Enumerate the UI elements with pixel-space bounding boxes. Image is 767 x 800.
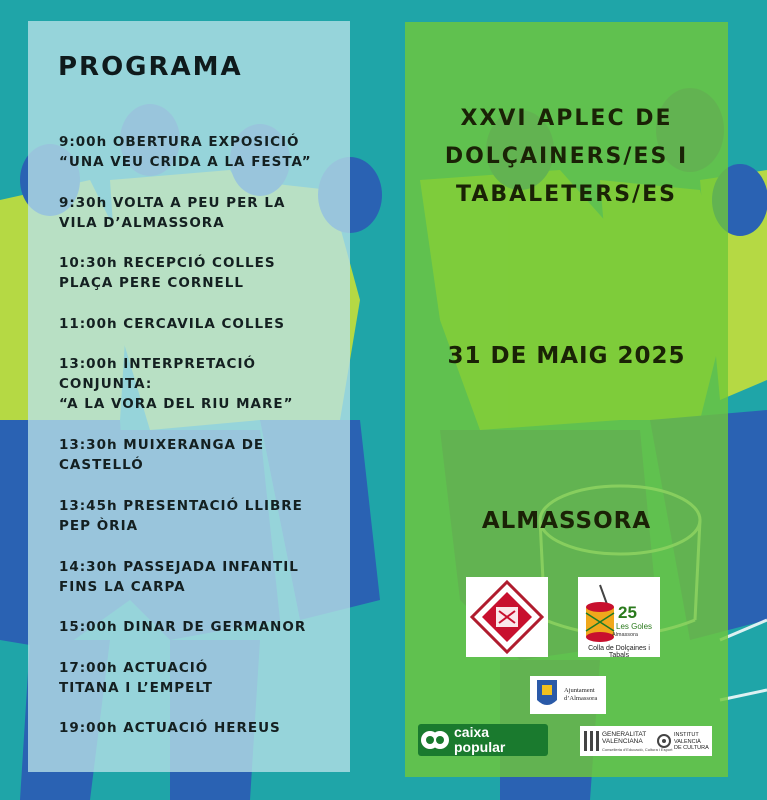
program-item <box>59 617 306 637</box>
ajuntament-name <box>564 687 597 703</box>
event-title-line: XXVI APLEC DE <box>460 106 673 131</box>
generalitat-stripes-icon <box>582 729 602 753</box>
program-item <box>59 658 213 698</box>
les-goles-caption: Colla de Dolçaines i Tabals <box>588 645 650 659</box>
program-item-line: 13:45h PRESENTACIÓ LLIBRE <box>59 498 303 514</box>
ivc-line: INSTITUT <box>674 732 699 738</box>
program-item-line: 9:30h VOLTA A PEU PER LA <box>59 195 286 211</box>
les-goles-logo <box>578 577 660 657</box>
program-item-line: 9:00h OBERTURA EXPOSICIÓ <box>59 134 300 150</box>
program-item <box>59 718 281 738</box>
caixa-popular-logo <box>418 724 548 756</box>
ivc-circle-icon <box>656 733 672 749</box>
ajuntament-line: d’Almassora <box>564 695 598 702</box>
program-item <box>59 496 303 536</box>
les-goles-name: Les Goles <box>616 622 653 631</box>
program-item-line: “A LA VORA DEL RIU MARE” <box>59 396 294 412</box>
program-item-line: CONJUNTA: <box>59 376 153 392</box>
ivc-line: VALENCIÀ <box>674 738 701 745</box>
program-item <box>59 314 285 334</box>
generalitat-line: GENERALITAT <box>602 731 647 738</box>
program-item-line: 15:00h DINAR DE GERMANOR <box>59 619 307 635</box>
program-item <box>59 557 299 597</box>
program-item-line: 17:00h ACTUACIÓ <box>59 660 209 676</box>
program-item-line: 10:30h RECEPCIÓ COLLES <box>59 255 276 271</box>
program-item-line: 19:00h ACTUACIÓ HEREUS <box>59 720 281 736</box>
event-place: ALMASSORA <box>481 508 652 534</box>
event-title-line: DOLÇAINERS/ES I <box>444 144 689 169</box>
program-item-line: 14:30h PASSEJADA INFANTIL <box>59 559 299 575</box>
program-item-line: PEP ÒRIA <box>59 518 139 534</box>
generalitat-line: VALENCIANA <box>602 738 643 745</box>
program-item-line: CASTELLÓ <box>59 457 144 473</box>
generalitat-name <box>602 731 646 745</box>
event-title-line: TABALETERS/ES <box>456 182 677 207</box>
ajuntament-line: Ajuntament <box>564 687 595 694</box>
program-item <box>59 354 293 414</box>
generalitat-logo <box>580 726 712 756</box>
caixa-popular-line: caixa <box>454 724 490 740</box>
les-goles-town: Almassora <box>612 632 638 638</box>
coat-of-arms-icon <box>532 676 562 714</box>
program-item <box>59 435 264 475</box>
program-item <box>59 132 312 172</box>
program-item-line: 13:00h INTERPRETACIÓ <box>59 356 256 372</box>
program-item <box>59 193 285 233</box>
program-item-line: TITANA I L’EMPELT <box>59 680 213 696</box>
ajuntament-logo <box>530 676 606 714</box>
program-item-line: 13:30h MUIXERANGA DE <box>59 437 265 453</box>
program-item-line: VILA D’ALMASSORA <box>59 215 225 231</box>
federacio-logo <box>466 577 548 657</box>
ivc-name <box>674 732 709 752</box>
program-item <box>59 253 276 293</box>
ivc-line: DE CULTURA <box>674 745 709 751</box>
federacio-emblem-icon <box>466 577 548 657</box>
program-title: PROGRAMA <box>58 52 243 82</box>
caixa-popular-name <box>454 725 505 755</box>
les-goles-number: 25 <box>618 603 637 622</box>
event-title <box>405 100 728 214</box>
caixa-popular-line: popular <box>454 739 506 755</box>
program-item-line: PLAÇA PERE CORNELL <box>59 275 244 291</box>
program-item-line: 11:00h CERCAVILA COLLES <box>59 316 286 332</box>
program-item-line: FINS LA CARPA <box>59 579 186 595</box>
generalitat-conselleria: Conselleria d’Educació, Cultura i Esport <box>602 747 673 752</box>
event-date: 31 DE MAIG 2025 <box>447 343 686 369</box>
program-item-line: “UNA VEU CRIDA A LA FESTA” <box>59 154 312 170</box>
